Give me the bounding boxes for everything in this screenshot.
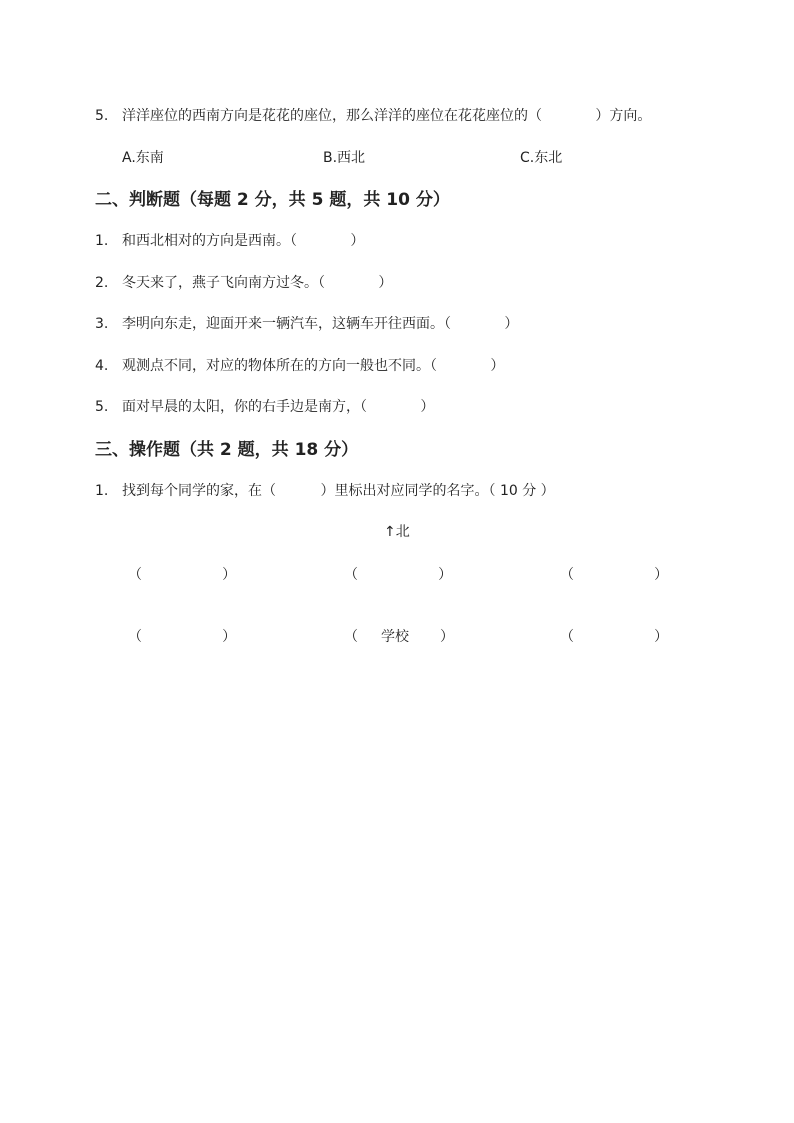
school-open-paren: （ bbox=[344, 629, 358, 645]
answer-blank-r2-c1: （ ） bbox=[128, 629, 237, 645]
answer-blank-r2-c3: （ ） bbox=[560, 629, 669, 645]
section-heading-judgement: 二、判断题（每题 2 分，共 5 题，共 10 分） bbox=[95, 190, 450, 210]
operation-text-1: 找到每个同学的家，在（ ）里标出对应同学的名字。（ 10 分 ） bbox=[122, 483, 555, 499]
answer-blank-r1-c1: （ ） bbox=[128, 567, 237, 583]
option-b: B.西北 bbox=[323, 150, 366, 166]
judgement-number-4: 4. bbox=[95, 358, 109, 374]
school-close-paren: ） bbox=[440, 629, 454, 645]
question-text: 洋洋座位的西南方向是花花的座位，那么洋洋的座位在花花座位的（ ）方向。 bbox=[122, 108, 652, 124]
judgement-number-2: 2. bbox=[95, 275, 109, 291]
section-heading-operation: 三、操作题（共 2 题，共 18 分） bbox=[95, 440, 359, 460]
judgement-text-5: 面对早晨的太阳，你的右手边是南方，（ ） bbox=[122, 399, 435, 415]
judgement-text-3: 李明向东走，迎面开来一辆汽车，这辆车开往西面。（ ） bbox=[122, 316, 519, 332]
operation-number-1: 1. bbox=[95, 483, 109, 499]
judgement-number-1: 1. bbox=[95, 233, 109, 249]
school-label: 学校 bbox=[381, 629, 409, 645]
judgement-number-5: 5. bbox=[95, 399, 109, 415]
option-c: C.东北 bbox=[520, 150, 563, 166]
judgement-text-2: 冬天来了，燕子飞向南方过冬。（ ） bbox=[122, 275, 393, 291]
judgement-text-1: 和西北相对的方向是西南。（ ） bbox=[122, 233, 365, 249]
question-number: 5. bbox=[95, 108, 109, 124]
judgement-text-4: 观测点不同，对应的物体所在的方向一般也不同。（ ） bbox=[122, 358, 505, 374]
answer-blank-r1-c3: （ ） bbox=[560, 567, 669, 583]
answer-blank-r1-c2: （ ） bbox=[344, 567, 453, 583]
north-arrow-label: ↑北 bbox=[384, 524, 410, 540]
judgement-number-3: 3. bbox=[95, 316, 109, 332]
option-a: A.东南 bbox=[122, 150, 164, 166]
